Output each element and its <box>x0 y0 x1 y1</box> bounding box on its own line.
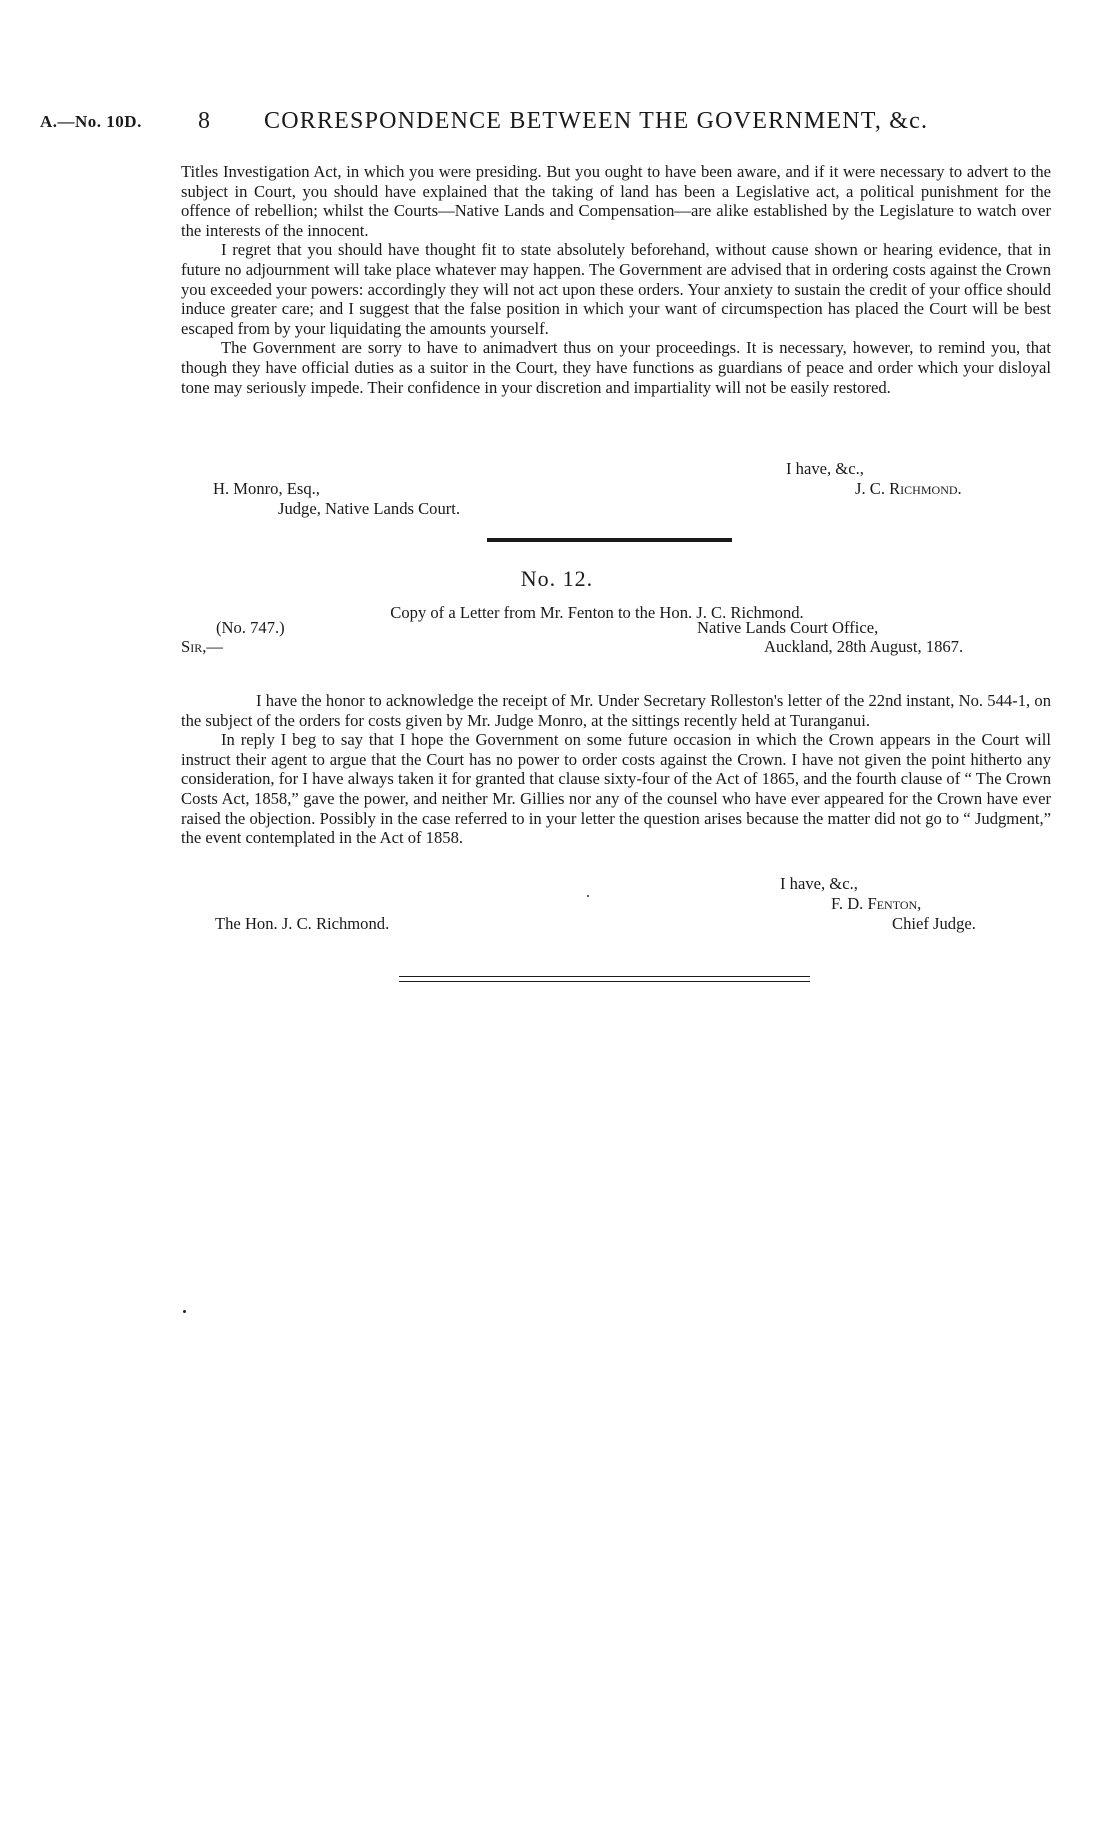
running-title: CORRESPONDENCE BETWEEN THE GOVERNMENT, &c. <box>264 108 929 134</box>
body-paragraph: The Government are sorry to have to animadvert thus on your proceedings. It is necessary, however, to remind you, that though they have official duties as a suitor in the Court, they have functions as guardians of peace and order which your disloyal tone may seriously impede. Their confidence in your discretion and impartiality will not be easily restored. <box>181 338 1051 397</box>
salutation: Sir,— <box>181 637 223 656</box>
letter-body <box>181 691 1051 848</box>
document-number: No. 12. <box>520 566 594 591</box>
section-divider <box>487 538 732 542</box>
print-speck <box>587 895 589 897</box>
address-line: Native Lands Court Office, <box>697 618 879 637</box>
signature-title: Chief Judge. <box>892 914 976 933</box>
closing: I have, &c., <box>786 459 864 478</box>
closing: I have, &c., <box>780 874 858 893</box>
signature: F. D. Fenton, <box>831 894 922 913</box>
recipient-name: H. Monro, Esq., <box>213 479 320 498</box>
body-paragraph: Titles Investigation Act, in which you were presiding. But you ought to have been aware, and if it were necessary to advert to the subject in Court, you should have explained that the taking of land has been a Legislative act, a political punishment for the offence of rebellion; whilst the Courts—Native Lands and Compensation—are alike established by the Legislature to watch over the interests of the innocent. <box>181 162 1051 240</box>
signature: J. C. Richmond. <box>855 479 962 498</box>
document-reference: A.—No. 10D. <box>40 112 142 131</box>
body-paragraph: I regret that you should have thought fit to state absolutely beforehand, without cause shown or hearing evidence, that in future no adjournment will take place whatever may happen. The Government are advised that in ordering costs against the Crown you exceeded your powers: accordingly they will not act upon these orders. Your anxiety to sustain the credit of your office should induce greater care; and I suggest that the false position in which your want of circumspection has placed the Court will be best escaped from by your liquidating the amounts yourself. <box>181 240 1051 338</box>
reference-number: (No. 747.) <box>216 618 285 637</box>
letter-caption: Copy of a Letter from Mr. Fenton to the Hon. J. C. Richmond. <box>390 603 804 622</box>
recipient-name: The Hon. J. C. Richmond. <box>215 914 390 933</box>
end-rule <box>399 976 810 977</box>
letter-body <box>181 162 1051 397</box>
page-number: 8 <box>198 108 210 134</box>
date-line: Auckland, 28th August, 1867. <box>764 637 964 656</box>
page-header <box>40 108 1050 140</box>
end-rule <box>399 981 810 982</box>
body-paragraph: In reply I beg to say that I hope the Government on some future occasion in which the Crown appears in the Court will instruct their agent to argue that the Court has no power to order costs against the Crown. I have not given the point hitherto any consideration, for I have always taken it for granted that clause sixty-four of the Act of 1865, and the fourth clause of “ The Crown Costs Act, 1858,” gave the power, and neither Mr. Gillies nor any of the counsel who have ever appeared for the Crown have ever raised the objection. Possibly in the case referred to in your letter the question arises because the matter did not go to “ Judgment,” the event contemplated in the Act of 1858. <box>181 730 1051 848</box>
body-paragraph: I have the honor to acknowledge the receipt of Mr. Under Secretary Rolleston's letter of the 22nd instant, No. 544-1, on the subject of the orders for costs given by Mr. Judge Monro, at the sittings recently held at Turanganui. <box>181 691 1051 730</box>
print-speck <box>183 1310 186 1313</box>
recipient-title: Judge, Native Lands Court. <box>278 499 461 518</box>
